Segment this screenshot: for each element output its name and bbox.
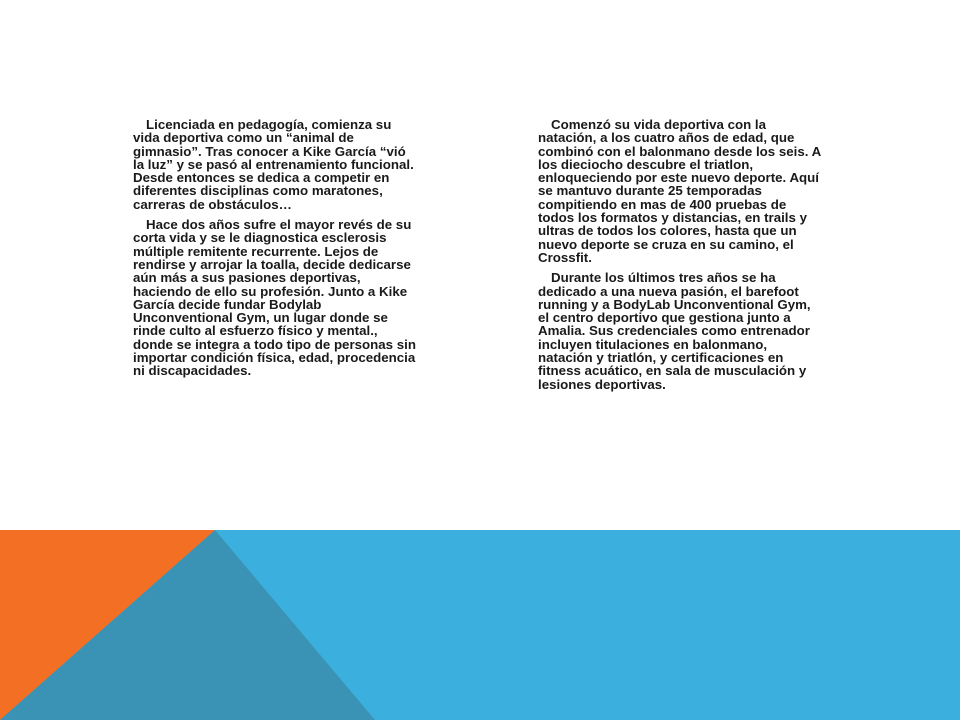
right-paragraph-1: Comenzó su vida deportiva con la natación, a los cuatro años de edad, que combinó con el balonmano desde los seis. A los dieciocho descubre el triatlon, enloqueciendo por este nuevo deporte. Aquí se mantuvo durante 25 temporadas compitiendo en mas de 400 pruebas de todos los formatos y distancias, en trails y ultras de todos los colores, hasta que un nuevo deporte se cruza en su camino, el Crossfit.	[538, 117, 821, 265]
footer-shapes	[0, 530, 960, 720]
left-text-column	[133, 118, 419, 385]
left-paragraph-1: Licenciada en pedagogía, comienza su vida deportiva como un “animal de gimnasio”. Tras conocer a Kike García “vió la luz” y se pasó al entrenamiento funcional. Desde entonces se dedica a competir en diferentes disciplinas como maratones, carreras de obstáculos…	[133, 117, 414, 212]
decorative-footer-band	[0, 530, 960, 720]
left-paragraph-2: Hace dos años sufre el mayor revés de su corta vida y se le diagnostica esclerosis múltiple remitente recurrente. Lejos de rendirse y arrojar la toalla, decide dedicarse aún más a sus pasiones deportivas, haciendo de ello su profesión. Junto a Kike García decide fundar Bodylab Unconventional Gym, un lugar donde se rinde culto al esfuerzo físico y mental., donde se integra a todo tipo de personas sin importar condición física, edad, procedencia ni discapacidades.	[133, 217, 416, 379]
right-text-column	[538, 118, 824, 398]
right-paragraph-2: Durante los últimos tres años se ha dedicado a una nueva pasión, el barefoot running y a BodyLab Unconventional Gym, el centro deportivo que gestiona junto a Amalia. Sus credenciales como entrenador incluyen titulaciones en balonmano, natación y triatlón, y certificaciones en fitness acuático, en sala de musculación y lesiones deportivas.	[538, 270, 811, 392]
